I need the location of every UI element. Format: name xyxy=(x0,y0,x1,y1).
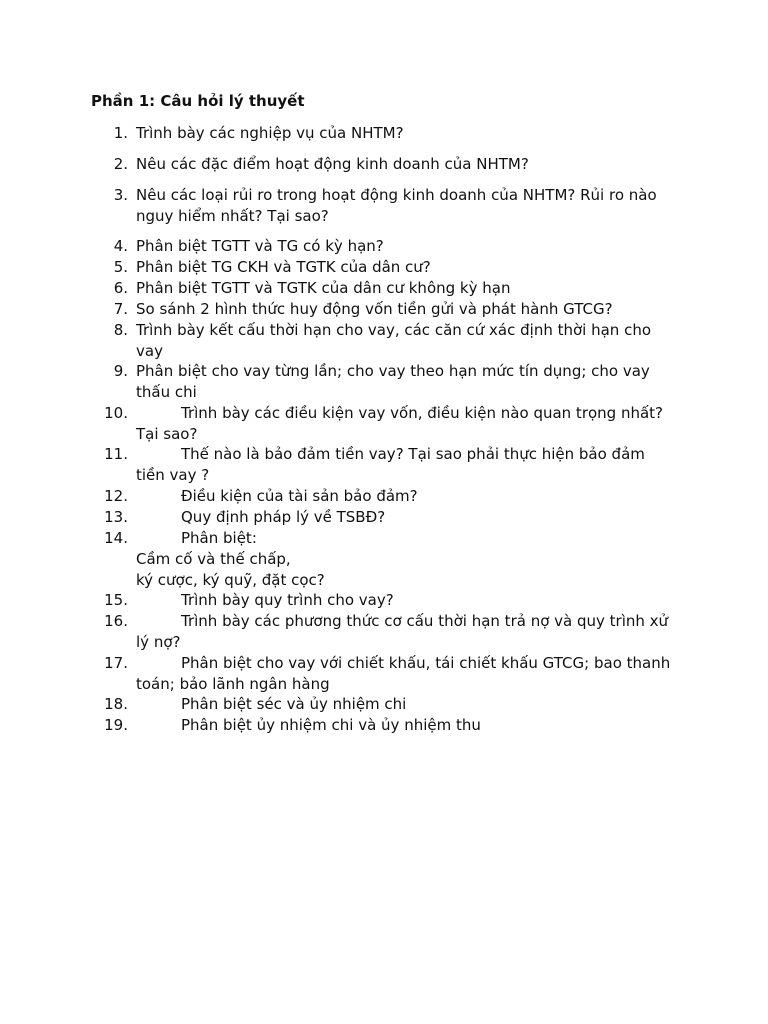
section-heading: Phần 1: Câu hỏi lý thuyết xyxy=(91,92,305,110)
list-item-text: Quy định pháp lý về TSBĐ? xyxy=(181,508,386,526)
list-item-text: So sánh 2 hình thức huy động vốn tiền gửi và phát hành GTCG? xyxy=(136,300,613,318)
list-item-text: Trình bày quy trình cho vay? xyxy=(181,591,394,609)
list-item-number: 18. xyxy=(104,695,128,713)
list-item-text: Cầm cố và thế chấp, xyxy=(136,550,291,568)
list-item-number: 3. xyxy=(113,186,128,204)
list-item-number: 14. xyxy=(104,529,128,547)
list-item-text: nguy hiểm nhất? Tại sao? xyxy=(136,207,329,225)
list-item-number: 1. xyxy=(113,124,128,142)
list-item-number: 15. xyxy=(104,591,128,609)
list-item-number: 9. xyxy=(113,362,128,380)
list-item-text: vay xyxy=(136,342,163,360)
list-item-text: Phân biệt TGTT và TG có kỳ hạn? xyxy=(136,237,384,255)
list-item-number: 11. xyxy=(104,445,128,463)
list-item-text: Phân biệt: xyxy=(181,529,257,547)
list-item-number: 7. xyxy=(113,300,128,318)
list-item-text: Nêu các đặc điểm hoạt động kinh doanh của NHTM? xyxy=(136,155,529,173)
list-item-text: Phân biệt TGTT và TGTK của dân cư không kỳ hạn xyxy=(136,279,511,297)
list-item-text: Phân biệt ủy nhiệm chi và ủy nhiệm thu xyxy=(181,716,481,734)
list-item-text: Trình bày các phương thức cơ cấu thời hạn trả nợ và quy trình xử xyxy=(181,612,669,630)
list-item-number: 17. xyxy=(104,654,128,672)
list-item-text: ký cược, ký quỹ, đặt cọc? xyxy=(136,571,325,589)
list-item-text: Phân biệt TG CKH và TGTK của dân cư? xyxy=(136,258,431,276)
list-item-text: Phân biệt cho vay từng lần; cho vay theo hạn mức tín dụng; cho vay xyxy=(136,362,650,380)
list-item-text: Phân biệt cho vay với chiết khấu, tái chiết khấu GTCG; bao thanh xyxy=(181,654,671,672)
list-item-number: 10. xyxy=(104,404,128,422)
list-item-text: Trình bày các điều kiện vay vốn, điều kiện nào quan trọng nhất? xyxy=(181,404,664,422)
list-item-text: Trình bày kết cấu thời hạn cho vay, các căn cứ xác định thời hạn cho xyxy=(136,321,652,339)
list-item-number: 13. xyxy=(104,508,128,526)
list-item-text: Nêu các loại rủi ro trong hoạt động kinh doanh của NHTM? Rủi ro nào xyxy=(136,186,657,204)
list-item-text: Trình bày các nghiệp vụ của NHTM? xyxy=(136,124,404,142)
list-item-text: Thế nào là bảo đảm tiền vay? Tại sao phải thực hiện bảo đảm xyxy=(181,445,645,463)
list-item-number: 6. xyxy=(113,279,128,297)
list-item-text: thấu chi xyxy=(136,383,197,401)
list-item-number: 19. xyxy=(104,716,128,734)
list-item-number: 5. xyxy=(113,258,128,276)
list-item-number: 4. xyxy=(113,237,128,255)
list-item-number: 2. xyxy=(113,155,128,173)
list-item-text: toán; bảo lãnh ngân hàng xyxy=(136,675,330,693)
list-item-number: 16. xyxy=(104,612,128,630)
list-item-text: Phân biệt séc và ủy nhiệm chi xyxy=(181,695,407,713)
list-item-number: 8. xyxy=(113,321,128,339)
list-item-text: tiền vay ? xyxy=(136,466,210,484)
list-item-text: lý nợ? xyxy=(136,633,181,651)
list-item-text: Điều kiện của tài sản bảo đảm? xyxy=(181,487,418,505)
list-item-number: 12. xyxy=(104,487,128,505)
list-item-text: Tại sao? xyxy=(136,425,198,443)
